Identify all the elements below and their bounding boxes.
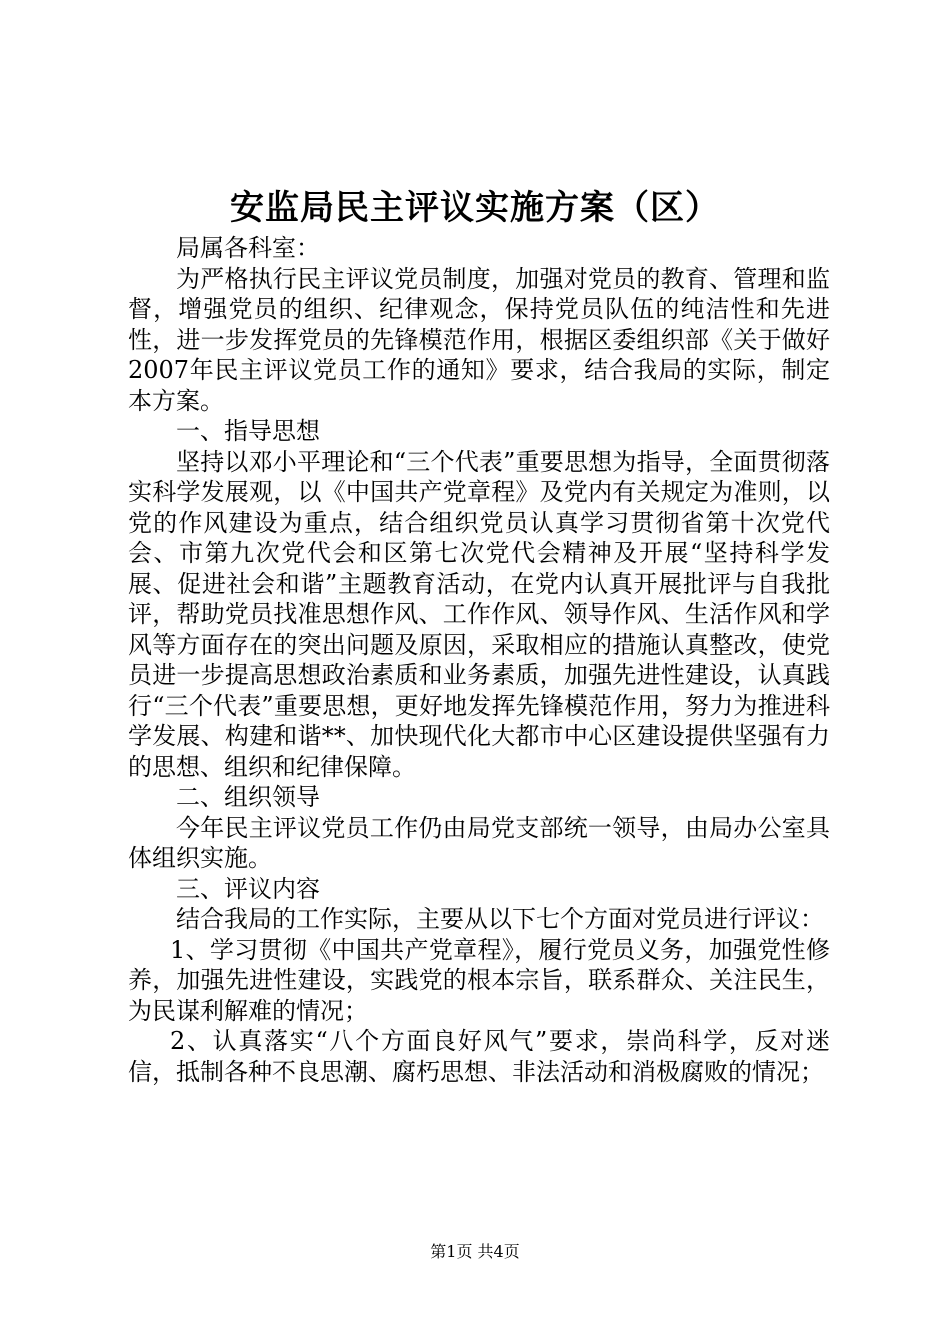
list-item-1: 1、学习贯彻《中国共产党章程》，履行党员义务，加强党性修养，加强先进性建设，实践党的根本宗旨，联系群众、关注民生，为民谋利解难的情况； bbox=[128, 935, 830, 1025]
document-body bbox=[128, 233, 830, 1087]
list-item-2: 2、认真落实“八个方面良好风气”要求，崇尚科学，反对迷信，抵制各种不良思潮、腐朽思想、非法活动和消极腐败的情况； bbox=[128, 1027, 830, 1086]
salutation: 局属各科室： bbox=[176, 234, 320, 262]
page-indicator: 第1页 共4页 bbox=[430, 1242, 520, 1261]
document-title: 安监局民主评议实施方案（区） bbox=[230, 188, 720, 228]
paragraph-evaluation-content: 结合我局的工作实际，主要从以下七个方面对党员进行评议： bbox=[176, 905, 824, 933]
paragraph-organization: 今年民主评议党员工作仍由局党支部统一领导，由局办公室具体组织实施。 bbox=[128, 813, 830, 872]
section-heading-evaluation-content: 三、评议内容 bbox=[176, 874, 320, 903]
section-heading-organization: 二、组织领导 bbox=[176, 783, 320, 811]
section-heading-guiding-ideology: 一、指导思想 bbox=[176, 417, 320, 445]
paragraph-intro: 为严格执行民主评议党员制度，加强对党员的教育、管理和监督，增强党员的组织、纪律观念，保持党员队伍的纯洁性和先进性，进一步发挥党员的先锋模范作用，根据区委组织部《关于做好2007年民主评议党员工作的通知》要求，结合我局的实际，制定本方案。 bbox=[128, 264, 830, 415]
paragraph-guiding-ideology: 坚持以邓小平理论和“三个代表”重要思想为指导，全面贯彻落实科学发展观，以《中国共产党章程》及党内有关规定为准则，以党的作风建设为重点，结合组织党员认真学习贯彻省第十次党代会、市第九次党代会和区第七次党代会精神及开展“坚持科学发展、促进社会和谐”主题教育活动，在党内认真开展批评与自我批评，帮助党员找准思想作风、工作作风、领导作风、生活作风和学风等方面存在的突出问题及原因，采取相应的措施认真整改，使党员进一步提高思想政治素质和业务素质，加强先进性建设，认真践行“三个代表”重要思想，更好地发挥先锋模范作用，努力为推进科学发展、构建和谐**、加快现代化大都市中心区建设提供坚强有力的思想、组织和纪律保障。 bbox=[128, 447, 830, 781]
